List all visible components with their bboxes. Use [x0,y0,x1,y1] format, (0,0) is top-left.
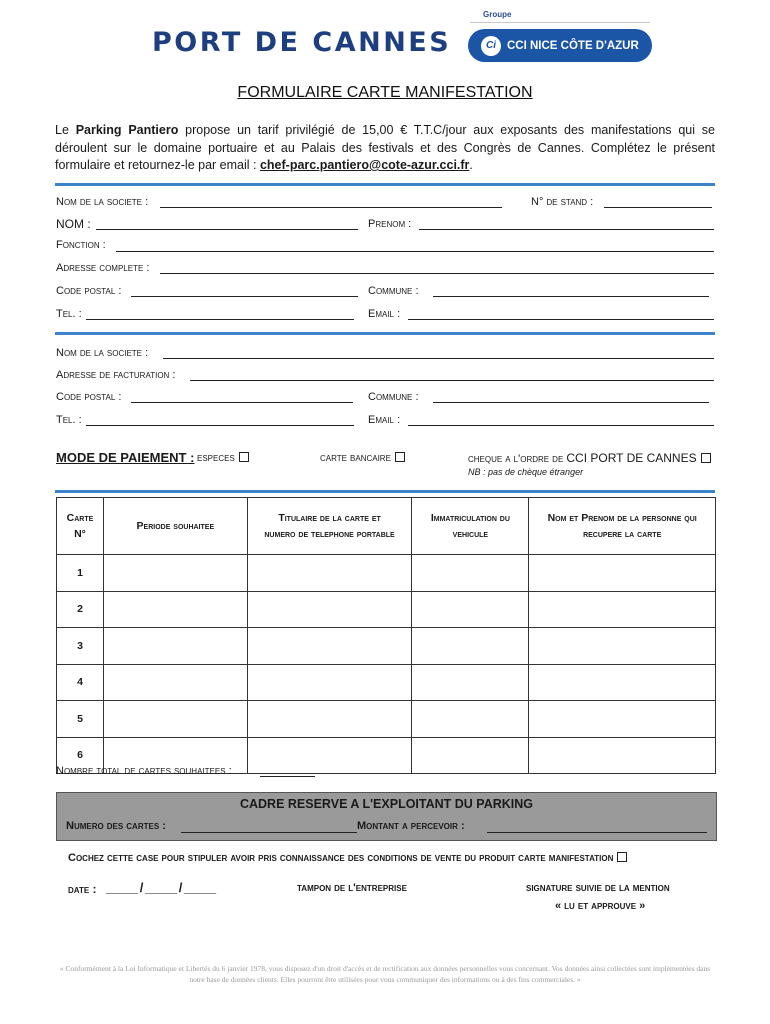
cell-periode[interactable] [103,701,247,738]
label-tel-1: Tel. : [56,308,82,320]
payment-cheque[interactable] [468,451,711,465]
conditions-text: Cochez cette case pour stipuler avoir pris connaissance des conditions de vente du produit carte manifestation [68,852,614,864]
payment-label: MODE DE PAIEMENT : [56,450,195,465]
cell-titulaire[interactable] [247,555,412,592]
cheque-checkbox[interactable] [701,453,711,463]
cell-recuperateur[interactable] [529,664,716,701]
label-numero-cartes: Numero des cartes : [66,820,166,832]
row-number: 4 [57,664,104,701]
especes-checkbox[interactable] [239,452,249,462]
cell-immatriculation[interactable] [412,737,529,774]
header-carte: Carte N° [57,498,104,555]
header-divider [470,22,650,23]
header-immatriculation: Immatriculation du vehicule [412,498,529,555]
intro-paragraph [55,122,715,175]
field-tel-1[interactable] [86,319,354,320]
label-lu-approuve: « lu et approuve » [555,900,646,912]
cell-immatriculation[interactable] [412,701,529,738]
label-stand: N° de stand : [531,196,594,208]
cci-mark-icon: Ci [481,36,501,56]
cell-immatriculation[interactable] [412,555,529,592]
table-row [57,628,716,665]
section-rule-1 [55,183,715,186]
label-adresse: Adresse complete : [56,262,150,274]
label-signature: signature suivie de la mention [526,882,670,894]
label-societe-2: Nom de la societe : [56,347,149,359]
cell-periode[interactable] [103,591,247,628]
label-commune-2: Commune : [368,391,419,403]
cci-logo [468,29,652,62]
row-number: 3 [57,628,104,665]
label-societe-1: Nom de la societe : [56,196,149,208]
label-commune-1: Commune : [368,285,419,297]
field-adresse[interactable] [160,273,714,274]
cell-periode[interactable] [103,664,247,701]
cheque-name: CCI PORT DE CANNES [566,451,697,465]
especes-label: especes [197,452,235,464]
label-tampon: tampon de l'entreprise [297,882,407,894]
label-tel-2: Tel. : [56,414,82,426]
cell-recuperateur[interactable] [529,701,716,738]
cell-periode[interactable] [103,555,247,592]
intro-email-link[interactable]: chef-parc.pantiero@cote-azur.cci.fr [259,158,470,172]
carte-label: carte bancaire [320,452,391,464]
cell-recuperateur[interactable] [529,555,716,592]
cell-titulaire[interactable] [247,737,412,774]
cell-immatriculation[interactable] [412,591,529,628]
cell-immatriculation[interactable] [412,628,529,665]
carte-checkbox[interactable] [395,452,405,462]
field-societe-1[interactable] [160,207,502,208]
field-code-postal-1[interactable] [131,296,358,297]
label-total-cartes: Nombre total de cartes souhaitees : [56,765,232,777]
cards-table [56,497,716,774]
intro-body: propose un tarif privilégié de 15,00 € T.T.C/jour aux exposants des manifestations qui se déroulent sur le domaine portuaire et au Palais des festivals et des Congrès de Cannes. Complétez le présent formulaire et retournez-le par email : [55,123,715,172]
cell-titulaire[interactable] [247,628,412,665]
header-recuperateur: Nom et Prenom de la personne qui recupere la carte [529,498,716,555]
intro-parking: Parking Pantiero [75,123,179,137]
cheque-label: cheque a l'ordre de [468,453,564,465]
label-adresse-facturation: Adresse de facturation : [56,369,176,381]
table-row [57,664,716,701]
field-total-cartes[interactable] [260,776,315,777]
cell-periode[interactable] [103,628,247,665]
label-nom: NOM : [56,217,91,231]
cell-recuperateur[interactable] [529,591,716,628]
field-email-2[interactable] [408,425,714,426]
row-number: 6 [57,737,104,774]
label-montant: Montant a percevoir : [357,820,465,832]
groupe-label: Groupe [483,10,512,19]
port-de-cannes-logo: PORT DE CANNES [152,27,452,58]
field-societe-2[interactable] [163,358,714,359]
label-email-2: Email : [368,414,401,426]
label-email-1: Email : [368,308,401,320]
label-date: date : [68,882,97,896]
label-code-postal-2: Code postal : [56,391,122,403]
field-date[interactable]: _____ / _____ / _____ [106,880,216,895]
label-prenom: Prenom : [368,218,412,230]
field-montant[interactable] [487,832,707,833]
cell-titulaire[interactable] [247,664,412,701]
header-titulaire: Titulaire de la carte et numero de telephone portable [247,498,412,555]
cell-titulaire[interactable] [247,591,412,628]
row-number: 1 [57,555,104,592]
reserved-box [56,792,717,841]
payment-carte[interactable] [320,452,405,464]
section-rule-2 [55,332,715,335]
field-email-1[interactable] [408,319,714,320]
field-adresse-facturation[interactable] [190,380,714,381]
intro-suffix: . [469,158,473,172]
header-periode: Periode souhaitee [103,498,247,555]
cheque-note: NB : pas de chèque étranger [468,467,584,477]
privacy-footer: « Conformément à la Loi Informatique et Libertés du 6 janvier 1978, vous disposez d'un droit d'accès et de rectification aux données personnelles vous concernant. Vos données ainsi collectées sont implémentées dans notre base de données clients. Elles pourront être utilisées pour vous communiquer des informations ou à des fins commerciales. » [59,964,711,984]
table-row [57,701,716,738]
field-code-postal-2[interactable] [131,402,353,403]
field-numero-cartes[interactable] [181,832,357,833]
payment-especes[interactable] [197,452,249,464]
table-row [57,555,716,592]
field-commune-1[interactable] [433,296,709,297]
field-tel-2[interactable] [86,425,354,426]
label-fonction: Fonction : [56,239,106,251]
intro-prefix: Le [55,123,76,137]
cell-recuperateur[interactable] [529,628,716,665]
cell-immatriculation[interactable] [412,664,529,701]
cell-recuperateur[interactable] [529,737,716,774]
row-number: 2 [57,591,104,628]
cell-titulaire[interactable] [247,701,412,738]
conditions-checkbox[interactable] [617,852,627,862]
form-title: FORMULAIRE CARTE MANIFESTATION [237,84,533,101]
field-prenom[interactable] [419,229,714,230]
conditions-row[interactable] [68,852,627,864]
field-commune-2[interactable] [433,402,709,403]
label-code-postal-1: Code postal : [56,285,122,297]
field-fonction[interactable] [116,251,714,252]
row-number: 5 [57,701,104,738]
table-header-row [57,498,716,555]
section-rule-3 [55,490,715,493]
cci-logo-text: CCI NICE CÔTE D'AZUR [507,39,639,52]
field-stand[interactable] [604,207,712,208]
field-nom[interactable] [96,229,358,230]
reserved-title: CADRE RESERVE A L'EXPLOITANT DU PARKING [239,797,534,811]
table-row [57,591,716,628]
